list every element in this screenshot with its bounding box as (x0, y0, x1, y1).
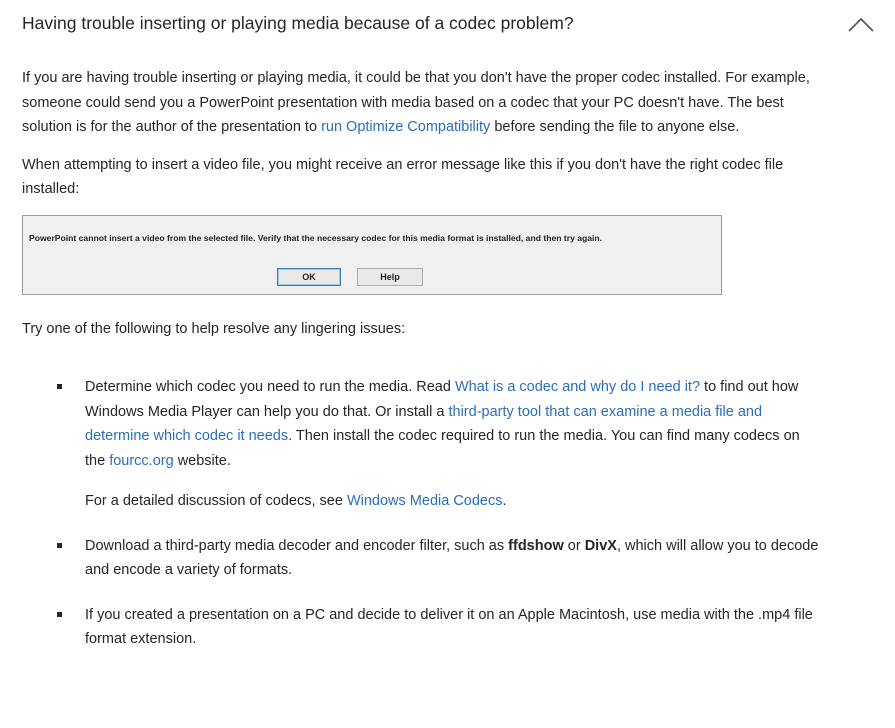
list-item (22, 375, 822, 514)
resolution-list (22, 375, 822, 652)
run-optimize-compatibility-link[interactable]: run Optimize Compatibility (321, 119, 491, 135)
fourcc-link[interactable]: fourcc.org (109, 452, 174, 469)
divx-term: DivX (584, 537, 617, 554)
windows-media-codecs-link[interactable]: Windows Media Codecs (346, 493, 503, 509)
intro-text-1: If you are having trouble inserting or playing media, it could be that you don't have the proper codec installed. For example, someone could send you a PowerPoint presentation with media based on a codec that your PC doesn't have. The best solution is for the author of the presentation to (22, 70, 810, 135)
list-item-text (85, 534, 822, 583)
list-item-subtext (85, 489, 822, 514)
what-is-a-codec-link[interactable]: What is a codec and why do I need it? (454, 379, 701, 395)
resolve-issues-intro: Try one of the following to help resolve any lingering issues: (22, 320, 406, 337)
b1-text-4: website. (173, 452, 231, 469)
list-item-text (85, 375, 822, 473)
bullet-marker (57, 543, 62, 548)
intro-paragraph-1 (22, 66, 822, 140)
section-header[interactable] (22, 10, 882, 40)
list-item (22, 534, 822, 583)
list-item-text: If you created a presentation on a PC and decide to deliver it on an Apple Macintosh, use media with the .mp4 file format extension. (85, 606, 813, 647)
b1-text-3: . Then install the codec required to run the media. You can find many codecs on the (85, 428, 800, 469)
collapse-button[interactable] (846, 10, 882, 40)
codec-error-dialog-screenshot (22, 215, 722, 295)
ffdshow-term: ffdshow (508, 537, 564, 554)
intro-paragraph-2: When attempting to insert a video file, you might receive an error message like this if you don't have the right codec file installed: (22, 156, 784, 197)
b1-sub-text-2: . (502, 493, 507, 509)
section-content (22, 66, 822, 672)
third-party-tool-link[interactable]: third-party tool that can examine a media file and determine which codec it needs (85, 403, 763, 444)
dialog-message: PowerPoint cannot insert a video from the selected file. Verify that the necessary codec for this media format is installed, and then try again. (29, 232, 603, 243)
section-title: Having trouble inserting or playing media because of a codec problem? (22, 13, 574, 33)
chevron-up-icon (848, 17, 874, 33)
intro-text-2: before sending the file to anyone else. (490, 119, 740, 135)
b2-text-1: Download a third-party media decoder and encoder filter, such as (85, 537, 509, 554)
dialog-help-button[interactable]: Help (357, 268, 423, 286)
list-item (22, 603, 822, 652)
b2-text-3: , which will allow you to decode and encode a variety of formats. (85, 537, 819, 578)
dialog-ok-button[interactable]: OK (277, 268, 341, 286)
b1-sub-text-1: For a detailed discussion of codecs, see (85, 493, 347, 509)
bullet-marker (57, 384, 62, 389)
bullet-marker (57, 612, 62, 617)
b1-text-2: to find out how Windows Media Player can help you do that. Or install a (85, 379, 799, 420)
b1-text-1: Determine which codec you need to run the media. Read (85, 379, 455, 395)
b2-text-2: or (563, 537, 585, 554)
